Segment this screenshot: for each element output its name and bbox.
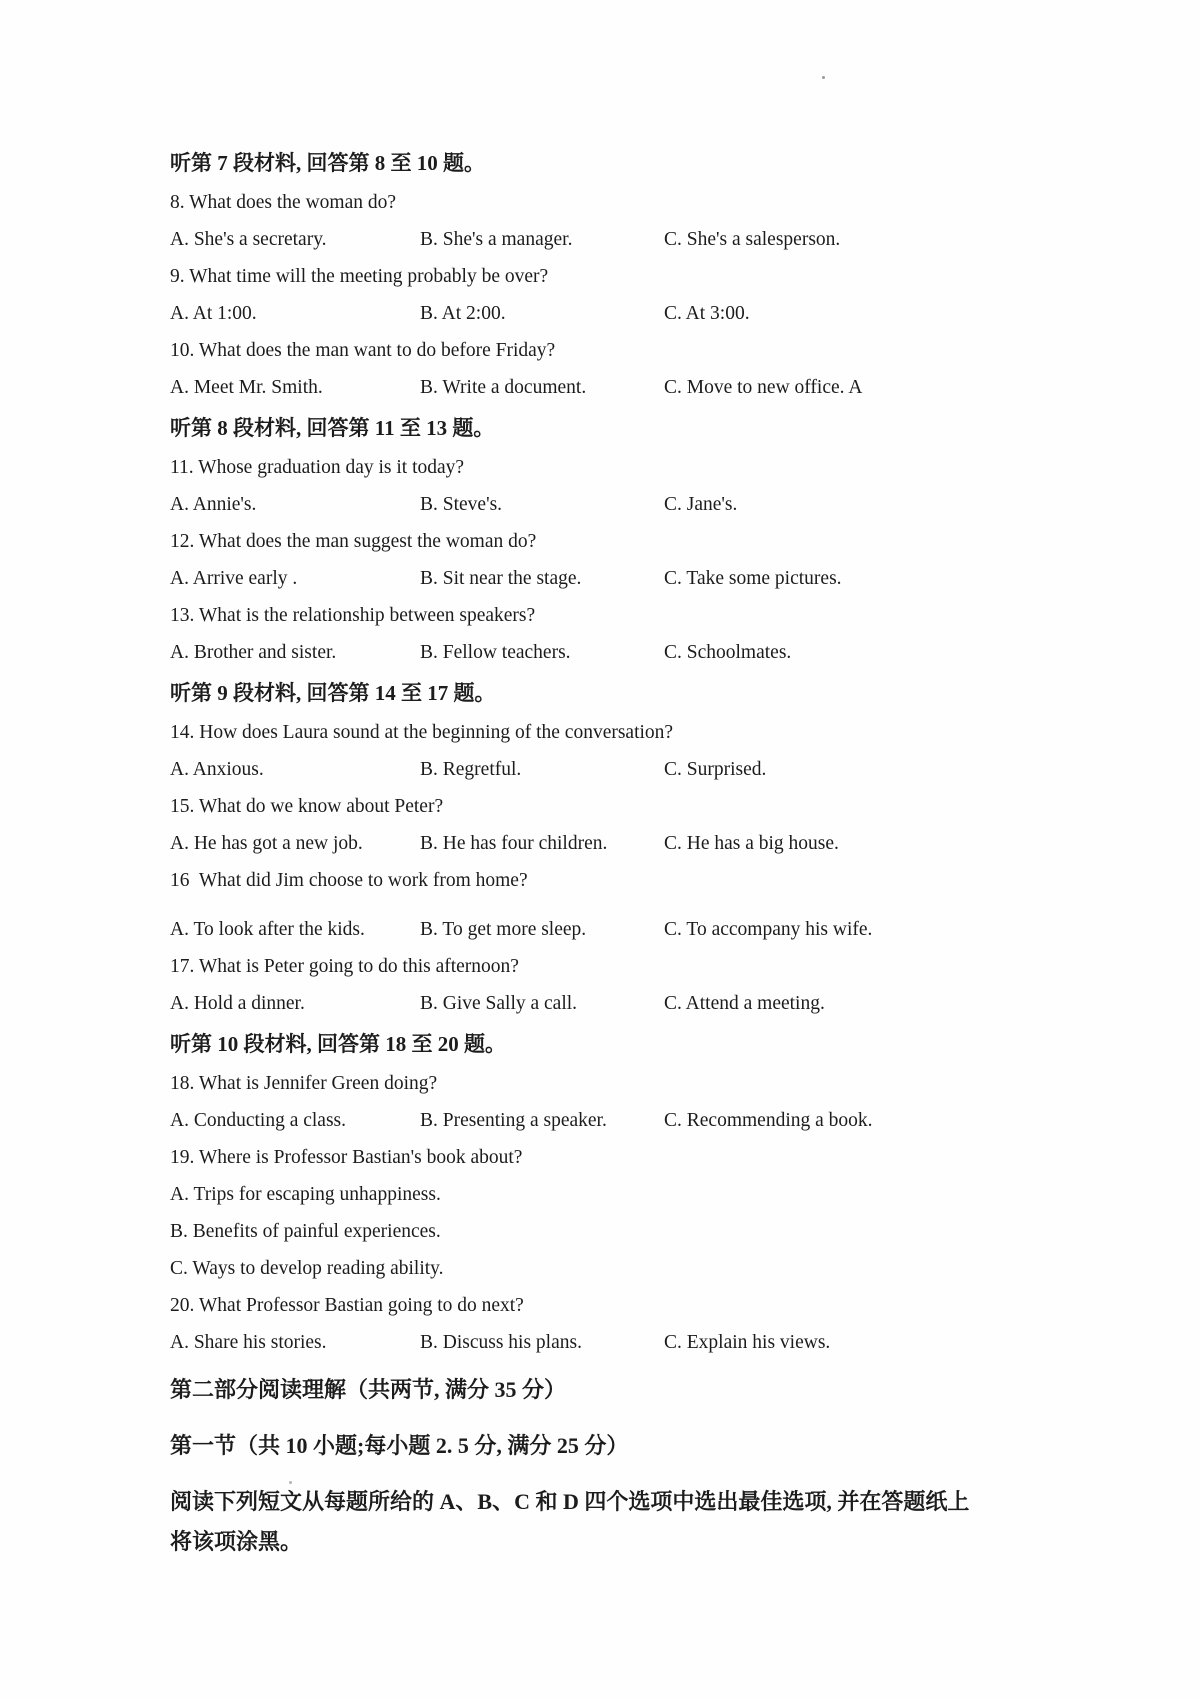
question-prompt: 19. Where is Professor Bastian's book about? xyxy=(170,1147,523,1168)
question-block xyxy=(170,191,970,251)
question-block xyxy=(170,869,970,941)
question-prompt: 17. What is Peter going to do this afternoon? xyxy=(170,956,519,977)
question-block xyxy=(170,1146,970,1280)
option-c: C. He has a big house. xyxy=(664,833,839,854)
option-c: C. Jane's. xyxy=(664,494,738,515)
option-c: C. Schoolmates. xyxy=(664,642,792,663)
option-a: A. Meet Mr. Smith. xyxy=(170,377,323,398)
option-b: B. To get more sleep. xyxy=(420,919,587,940)
question-block xyxy=(170,265,970,325)
question-prompt: 12. What does the man suggest the woman do? xyxy=(170,531,537,552)
part-header: 第二部分阅读理解（共两节, 满分 35 分） xyxy=(170,1377,567,1402)
option-a: A. Annie's. xyxy=(170,494,257,515)
options-group xyxy=(170,376,970,399)
section-header: 听第 8 段材料, 回答第 11 至 13 题。 xyxy=(170,416,495,440)
option-a: A. Brother and sister. xyxy=(170,642,337,663)
section-header: 听第 9 段材料, 回答第 14 至 17 题。 xyxy=(170,681,496,705)
question-block xyxy=(170,604,970,664)
options-group xyxy=(170,1331,970,1354)
option-c: C. Attend a meeting. xyxy=(664,993,825,1014)
option-b: B. Discuss his plans. xyxy=(420,1332,582,1353)
question-prompt: 18. What is Jennifer Green doing? xyxy=(170,1073,438,1094)
option-c: C. Move to new office. A xyxy=(664,377,863,398)
scan-artifact-dot xyxy=(289,1481,292,1484)
question-prompt: 11. Whose graduation day is it today? xyxy=(170,457,465,478)
option-a: A. Hold a dinner. xyxy=(170,993,305,1014)
options-group xyxy=(170,758,970,781)
question-block xyxy=(170,339,970,399)
option-a: A. At 1:00. xyxy=(170,303,257,324)
document-body xyxy=(170,150,970,1562)
option-a: A. Conducting a class. xyxy=(170,1110,347,1131)
section-header: 听第 7 段材料, 回答第 8 至 10 题。 xyxy=(170,151,485,175)
option-b: B. Sit near the stage. xyxy=(420,568,582,589)
question-prompt: 13. What is the relationship between speakers? xyxy=(170,605,536,626)
option-c: C. Explain his views. xyxy=(664,1332,831,1353)
options-group xyxy=(170,302,970,325)
option-b: B. At 2:00. xyxy=(420,303,506,324)
part-header: 第一节（共 10 小题;每小题 2. 5 分, 满分 25 分） xyxy=(170,1433,629,1458)
option-a: A. To look after the kids. xyxy=(170,919,365,940)
options-group xyxy=(170,567,970,590)
option-b: B. She's a manager. xyxy=(420,229,573,250)
question-prompt: 14. How does Laura sound at the beginning of the conversation? xyxy=(170,722,674,743)
question-block xyxy=(170,1072,970,1132)
options-group xyxy=(170,1109,970,1132)
section-header: 听第 10 段材料, 回答第 18 至 20 题。 xyxy=(170,1032,506,1056)
option-c: C. She's a salesperson. xyxy=(664,229,841,250)
option-b: B. Steve's. xyxy=(420,494,503,515)
question-block xyxy=(170,530,970,590)
option-a: A. Anxious. xyxy=(170,759,264,780)
question-prompt: 20. What Professor Bastian going to do next? xyxy=(170,1295,524,1316)
question-block xyxy=(170,795,970,855)
option-b: B. Benefits of painful experiences. xyxy=(170,1221,441,1242)
options-group xyxy=(170,832,970,855)
options-group xyxy=(170,641,970,664)
option-c: C. To accompany his wife. xyxy=(664,919,873,940)
part-header: 阅读下列短文从每题所给的 A、B、C 和 D 四个选项中选出最佳选项, 并在答题纸上将该项涂黑。 xyxy=(170,1489,970,1554)
option-b: B. Fellow teachers. xyxy=(420,642,571,663)
options-group xyxy=(170,918,970,941)
question-prompt: 15. What do we know about Peter? xyxy=(170,796,444,817)
question-prompt: 16 What did Jim choose to work from home? xyxy=(170,870,528,891)
option-a: A. Arrive early . xyxy=(170,568,298,589)
question-block xyxy=(170,721,970,781)
option-c: C. Take some pictures. xyxy=(664,568,842,589)
option-c: C. Ways to develop reading ability. xyxy=(170,1258,444,1279)
option-a: A. She's a secretary. xyxy=(170,229,327,250)
question-prompt: 9. What time will the meeting probably be over? xyxy=(170,266,549,287)
option-b: B. Give Sally a call. xyxy=(420,993,578,1014)
question-block xyxy=(170,1294,970,1354)
options-group xyxy=(170,1183,970,1280)
question-prompt: 10. What does the man want to do before Friday? xyxy=(170,340,556,361)
option-a: A. Trips for escaping unhappiness. xyxy=(170,1184,441,1205)
option-b: B. Presenting a speaker. xyxy=(420,1110,607,1131)
option-a: A. He has got a new job. xyxy=(170,833,363,854)
option-c: C. At 3:00. xyxy=(664,303,750,324)
question-block xyxy=(170,456,970,516)
question-block xyxy=(170,955,970,1015)
scan-artifact-dot xyxy=(822,76,825,79)
option-c: C. Surprised. xyxy=(664,759,767,780)
option-a: A. Share his stories. xyxy=(170,1332,327,1353)
option-b: B. Regretful. xyxy=(420,759,522,780)
options-group xyxy=(170,992,970,1015)
option-b: B. He has four children. xyxy=(420,833,608,854)
question-prompt: 8. What does the woman do? xyxy=(170,192,397,213)
option-c: C. Recommending a book. xyxy=(664,1110,873,1131)
option-b: B. Write a document. xyxy=(420,377,587,398)
options-group xyxy=(170,228,970,251)
options-group xyxy=(170,493,970,516)
